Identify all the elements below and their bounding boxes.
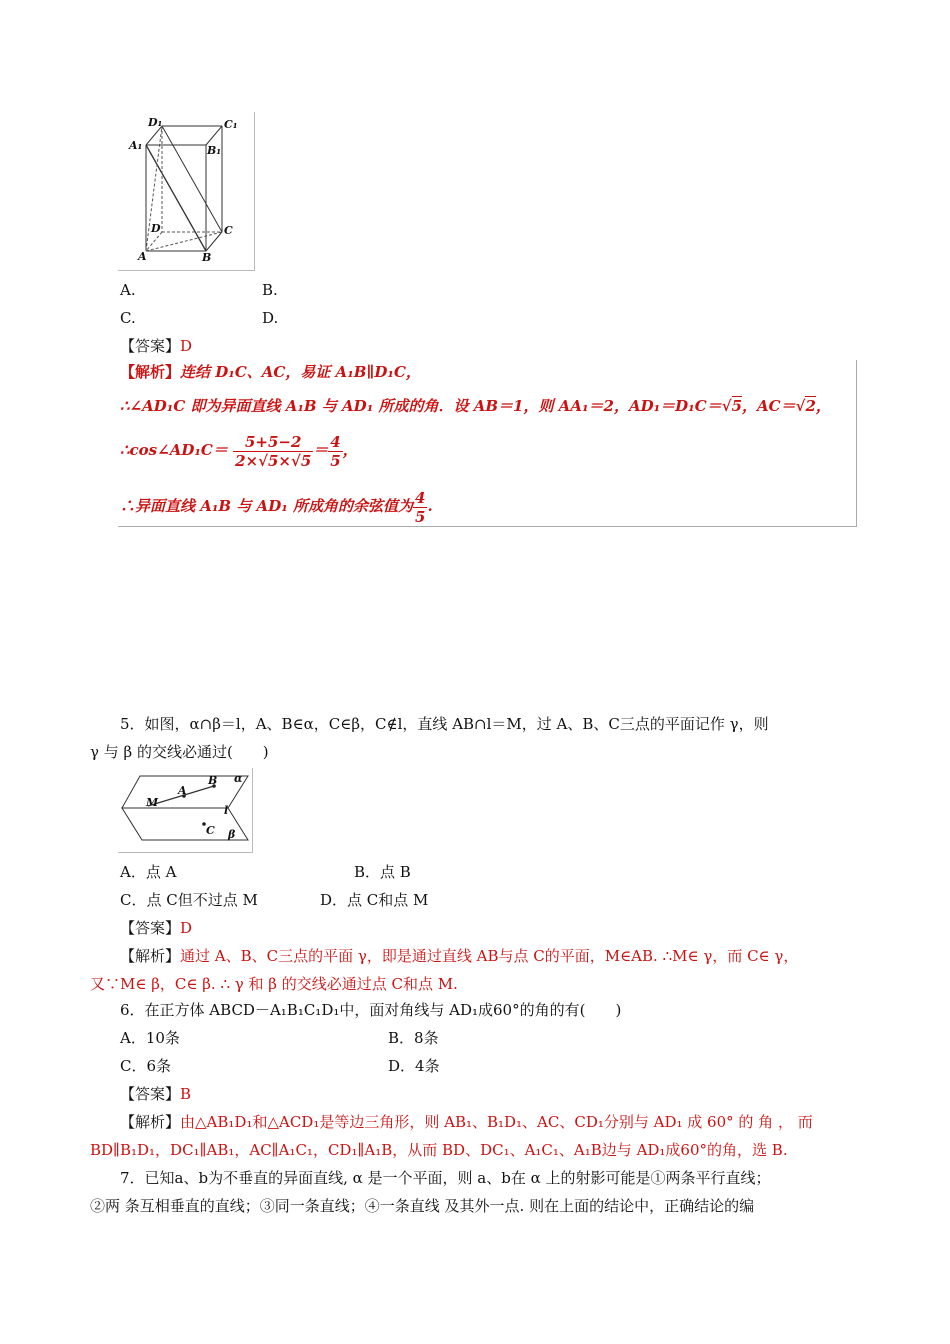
label-C: C <box>206 824 215 837</box>
q6-option-b: B．8条 <box>388 1029 439 1047</box>
label-beta: β <box>228 828 236 841</box>
q5-option-a: A．点 A <box>120 863 177 881</box>
q4-solution-line2: ∴∠AD₁C 即为异面直线 A₁B 与 AD₁ 所成的角．设 AB＝1，则 AA₁＝2，AD₁＝D₁C＝√5，AC＝√2， <box>120 397 831 415</box>
answer-value: D <box>180 919 193 937</box>
answer-tag: 【答案】 <box>120 919 181 937</box>
label-M: M <box>146 796 159 809</box>
answer-tag: 【答案】 <box>120 337 181 355</box>
q6-solution-line2: BD∥B₁D₁，DC₁∥AB₁，AC∥A₁C₁，CD₁∥A₁B，从而 BD、DC₁、A₁C₁、A₁B边与 AD₁成60°的角，选 B. <box>90 1141 788 1159</box>
q4-option-a: A. <box>120 281 136 299</box>
q5-stem-line1: 5．如图，α∩β＝l，A、B∈α，C∈β，C∉l，直线 AB∩l＝M，过 A、B、C三点的平面记作 γ，则 <box>120 715 769 733</box>
q4-option-d: D. <box>262 309 279 327</box>
period: . <box>427 497 433 515</box>
answer-tag: 【答案】 <box>120 1085 181 1103</box>
q5-solution-line2: 又∵M∈ β，C∈ β. ∴ γ 和 β 的交线必通过点 C和点 M. <box>90 975 458 993</box>
q6-option-d: D．4条 <box>388 1057 440 1075</box>
q4-option-c: C. <box>120 309 136 327</box>
prism-figure <box>118 112 255 271</box>
prism-diagram <box>118 112 254 270</box>
planes-figure <box>118 768 253 853</box>
label-D1: D₁ <box>148 116 163 129</box>
q6-option-a: A．10条 <box>120 1029 180 1047</box>
q4-solution-line1 <box>120 362 421 382</box>
label-alpha: α <box>234 772 243 785</box>
final-fraction: $\frac{4}{5}$ <box>415 488 426 526</box>
solution-text: ∴∠AD₁C 即为异面直线 A₁B 与 AD₁ 所成的角．设 AB＝1，则 AA₁＝2，AD₁＝D₁C＝ <box>120 397 722 415</box>
solution-text: 通过 A、B、C三点的平面 γ，即是通过直线 AB与点 C的平面，M∈AB. ∴M∈ γ，而 C∈ γ， <box>180 947 799 965</box>
q6-answer <box>120 1084 191 1104</box>
label-C: C <box>224 224 233 237</box>
q7-stem-line2: ②两 条互相垂直的直线；③同一条直线；④一条直线 及其外一点. 则在上面的结论中，正确结论的编 <box>90 1197 755 1215</box>
cos-denominator: 2×√5×√5 <box>235 451 312 470</box>
q5-option-b: B．点 B <box>354 863 411 881</box>
label-A: A <box>178 784 187 797</box>
solution-text: ， <box>815 397 831 415</box>
result-fraction: $\frac{4}{5}$ <box>330 432 341 470</box>
q6-option-c: C．6条 <box>120 1057 172 1075</box>
solution-text: ，AC＝ <box>742 397 796 415</box>
equals: ＝ <box>313 441 329 459</box>
q4-answer <box>120 336 192 356</box>
solution-text: 由△AB₁D₁和△ACD₁是等边三角形，则 AB₁、B₁D₁、AC、CD₁分别与 AD₁ 成 60° 的 角 ， 而 <box>180 1113 813 1131</box>
q4-solution-line3 <box>120 432 358 470</box>
q6-solution-line1 <box>120 1112 813 1132</box>
answer-value: B <box>180 1085 192 1103</box>
q6-stem: 6．在正方体 ABCD－A₁B₁C₁D₁中，面对角线与 AD₁成60°的角的有( ) <box>120 1001 622 1019</box>
q7-stem-line1: 7．已知a、b为不垂直的异面直线, α 是一个平面，则 a、b在 α 上的射影可能是①两条平行直线； <box>120 1169 771 1187</box>
solution-text: 连结 D₁C、AC，易证 A₁B∥D₁C， <box>180 363 421 381</box>
comma: ， <box>342 441 358 459</box>
solution-text: ∴异面直线 A₁B 与 AD₁ 所成角的余弦值为 <box>120 497 413 515</box>
label-A: A <box>138 250 147 263</box>
label-D: D <box>151 222 161 235</box>
label-B: B <box>208 774 218 787</box>
answer-value: D <box>180 337 193 355</box>
label-C1: C₁ <box>224 118 238 131</box>
q5-answer <box>120 918 192 938</box>
label-A1: A₁ <box>129 139 143 152</box>
sqrt-value: 5 <box>731 397 742 415</box>
cos-fraction <box>233 433 313 470</box>
q5-stem-line2: γ 与 β 的交线必通过( ) <box>90 743 269 761</box>
label-B1: B₁ <box>207 144 222 157</box>
label-B: B <box>202 251 212 264</box>
q5-option-d: D．点 C和点 M <box>320 891 429 909</box>
cos-prefix: ∴cos∠AD₁C＝ <box>120 441 228 459</box>
sqrt-value: 2 <box>805 397 816 415</box>
analysis-tag: 【解析】 <box>120 947 181 965</box>
q4-solution-line4 <box>120 488 433 526</box>
analysis-tag: 【解析】 <box>120 363 181 381</box>
analysis-tag: 【解析】 <box>120 1113 181 1131</box>
label-l: l <box>224 804 229 817</box>
q5-solution-line1 <box>120 946 798 966</box>
q4-option-b: B. <box>262 281 278 299</box>
q5-option-c: C．点 C但不过点 M <box>120 891 258 909</box>
cos-numerator: 5+5−2 <box>233 433 313 452</box>
